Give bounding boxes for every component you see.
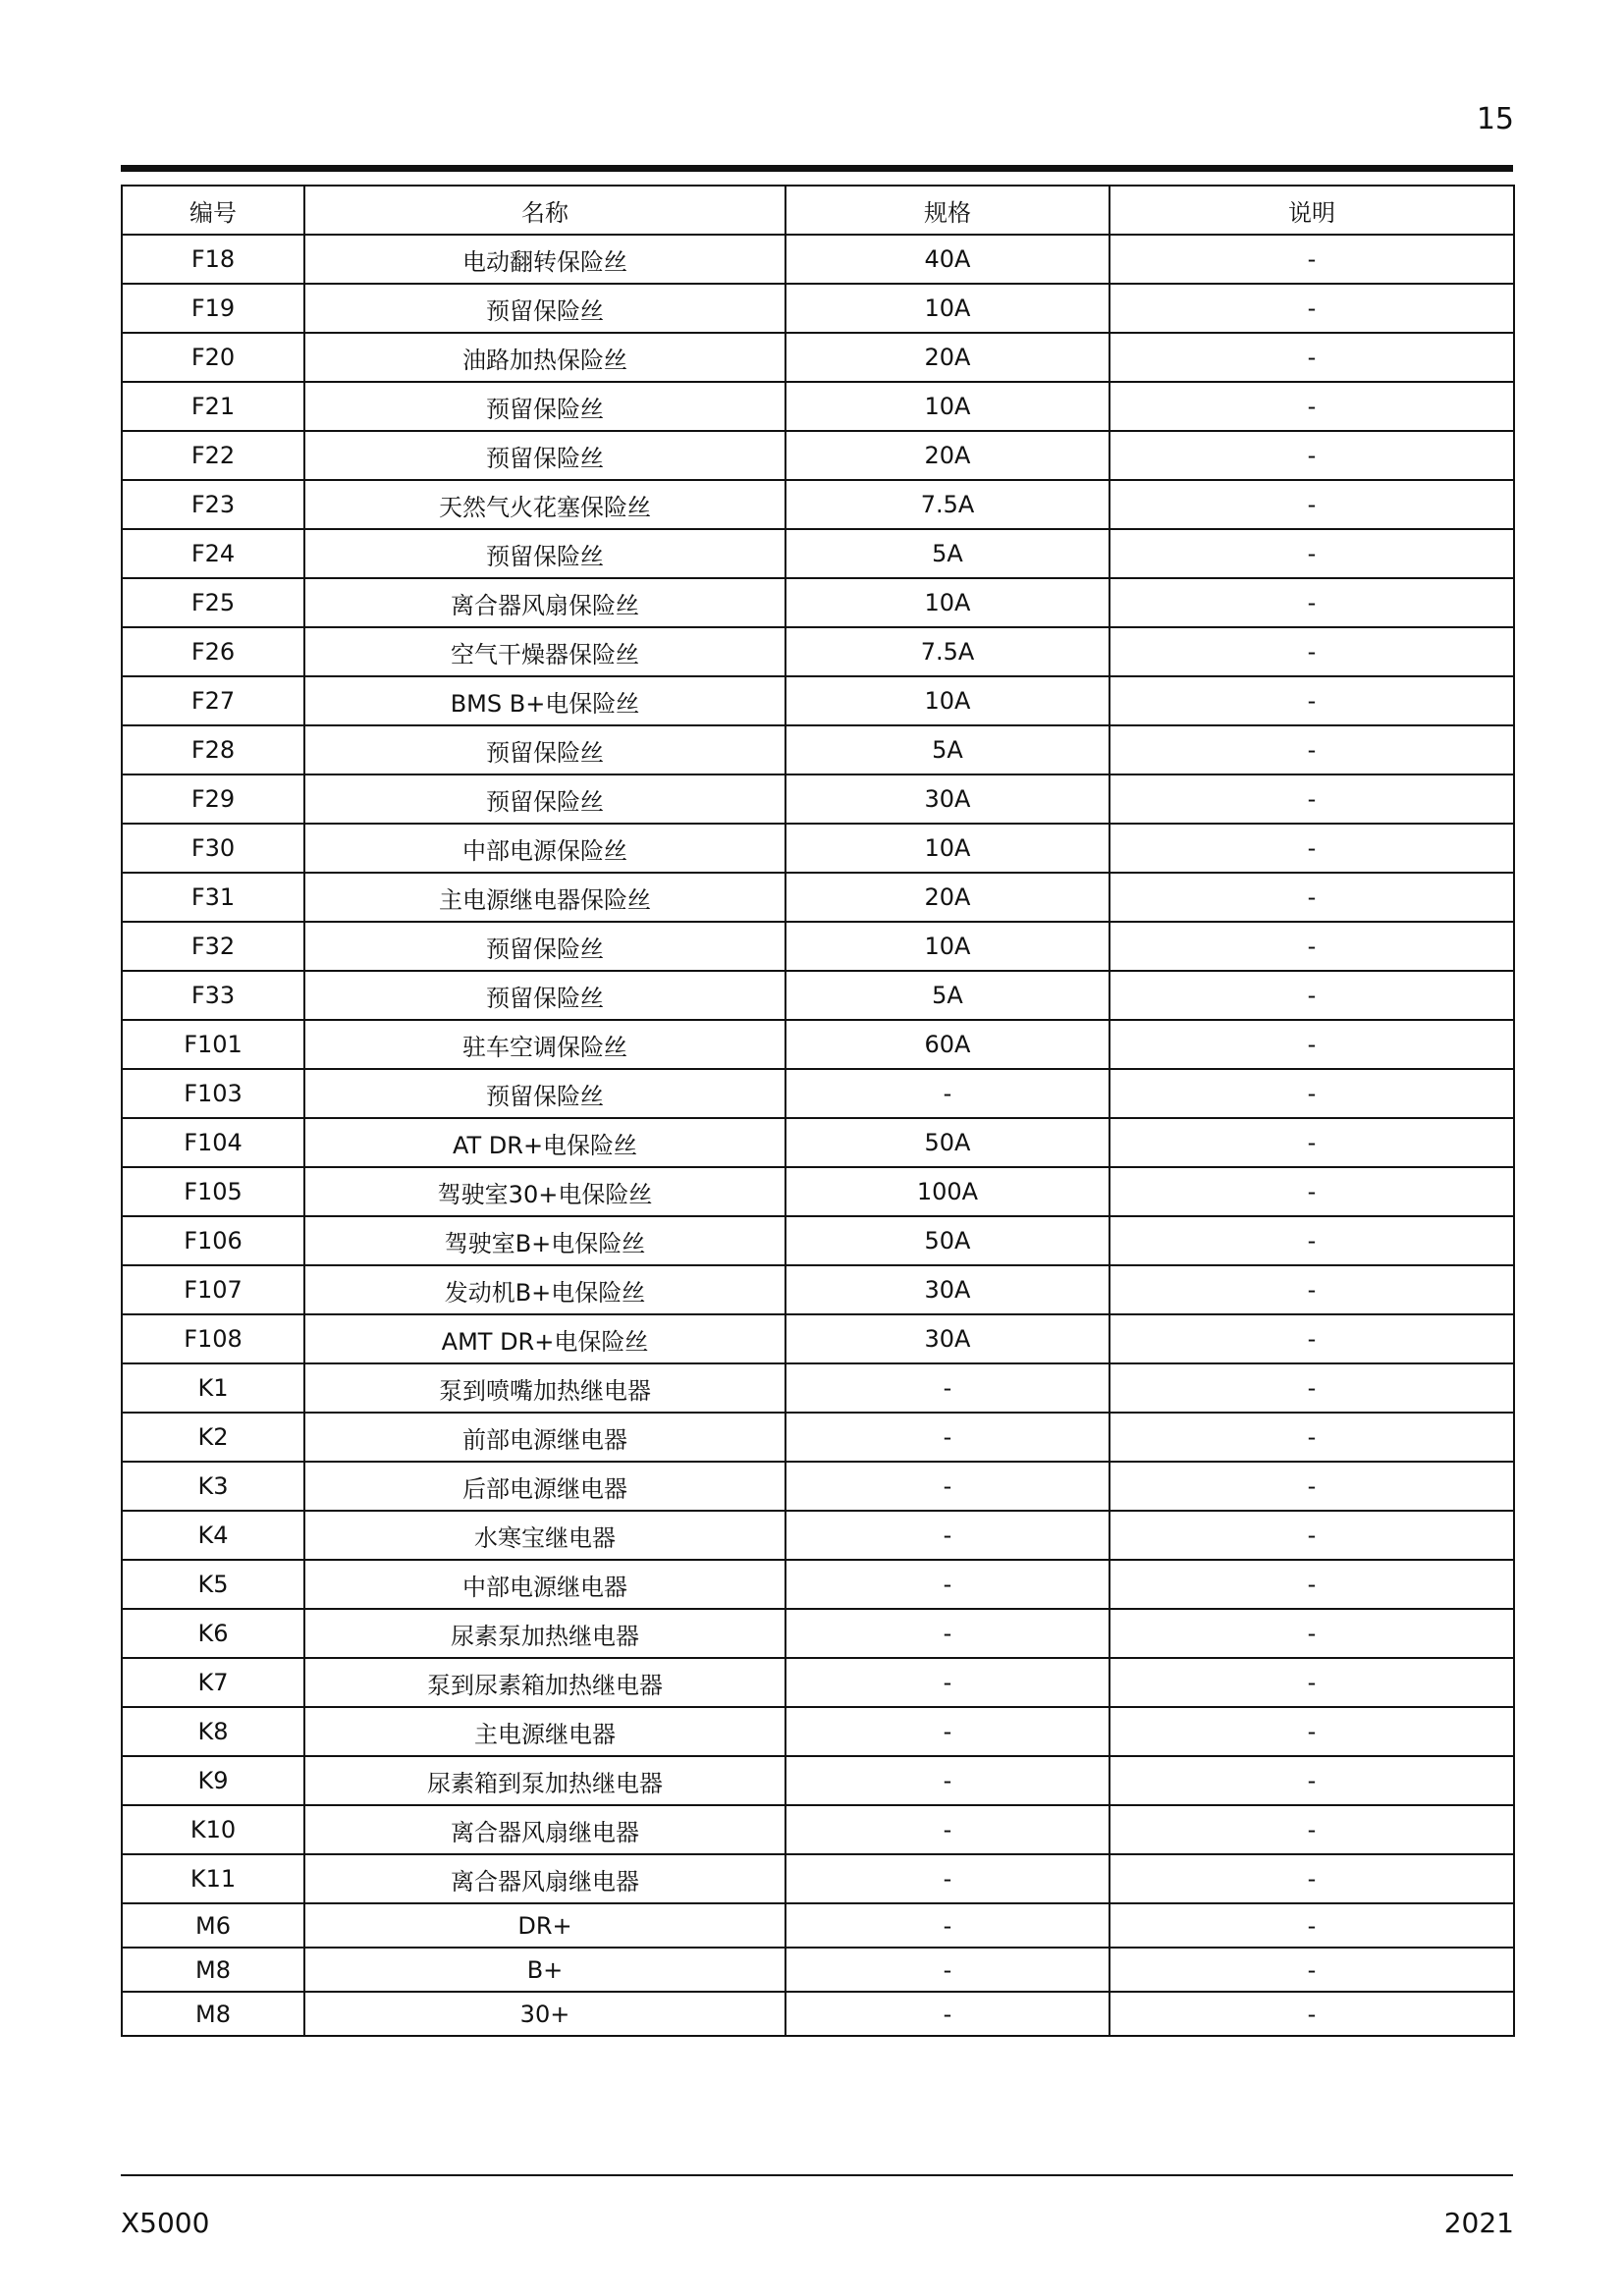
cell-notes: - [1110, 824, 1514, 873]
cell-spec: - [785, 1658, 1110, 1707]
cell-id: F19 [122, 284, 304, 333]
cell-name: 中部电源继电器 [304, 1560, 785, 1609]
table-row [122, 382, 1514, 431]
table-row [122, 922, 1514, 971]
footer-model: X5000 [121, 2207, 210, 2239]
table-row [122, 1118, 1514, 1167]
cell-id: M8 [122, 1992, 304, 2036]
cell-spec: - [785, 1805, 1110, 1854]
cell-name: BMS B+电保险丝 [304, 676, 785, 725]
cell-name: 30+ [304, 1992, 785, 2036]
cell-notes: - [1110, 1462, 1514, 1511]
cell-spec: 10A [785, 578, 1110, 627]
cell-name: 尿素泵加热继电器 [304, 1609, 785, 1658]
cell-name: B+ [304, 1948, 785, 1992]
cell-spec: - [785, 1560, 1110, 1609]
cell-name: 发动机B+电保险丝 [304, 1265, 785, 1314]
cell-id: F105 [122, 1167, 304, 1216]
table-row [122, 1462, 1514, 1511]
cell-id: K9 [122, 1756, 304, 1805]
cell-id: F107 [122, 1265, 304, 1314]
cell-name: 预留保险丝 [304, 529, 785, 578]
cell-spec: - [785, 1413, 1110, 1462]
cell-spec: 60A [785, 1020, 1110, 1069]
cell-spec: 20A [785, 873, 1110, 922]
cell-spec: 30A [785, 774, 1110, 824]
cell-spec: - [785, 1363, 1110, 1413]
cell-notes: - [1110, 1118, 1514, 1167]
cell-name: 前部电源继电器 [304, 1413, 785, 1462]
cell-name: 水寒宝继电器 [304, 1511, 785, 1560]
column-header-id: 编号 [122, 186, 304, 235]
cell-spec: - [785, 1903, 1110, 1948]
table-row [122, 1069, 1514, 1118]
table-row [122, 1903, 1514, 1948]
cell-spec: 5A [785, 725, 1110, 774]
cell-id: K8 [122, 1707, 304, 1756]
cell-name: 预留保险丝 [304, 1069, 785, 1118]
cell-name: 天然气火花塞保险丝 [304, 480, 785, 529]
cell-name: 离合器风扇继电器 [304, 1805, 785, 1854]
table-row [122, 333, 1514, 382]
cell-id: F103 [122, 1069, 304, 1118]
table-row [122, 431, 1514, 480]
cell-name: 电动翻转保险丝 [304, 235, 785, 284]
table-row [122, 873, 1514, 922]
cell-notes: - [1110, 1020, 1514, 1069]
cell-notes: - [1110, 873, 1514, 922]
cell-spec: 5A [785, 971, 1110, 1020]
cell-name: 预留保险丝 [304, 284, 785, 333]
cell-spec: 30A [785, 1314, 1110, 1363]
cell-id: K11 [122, 1854, 304, 1903]
table-row [122, 1992, 1514, 2036]
cell-spec: 30A [785, 1265, 1110, 1314]
table-row [122, 1413, 1514, 1462]
cell-spec: 5A [785, 529, 1110, 578]
cell-name: 离合器风扇继电器 [304, 1854, 785, 1903]
page-number: 15 [1476, 102, 1514, 136]
cell-id: K4 [122, 1511, 304, 1560]
table-row [122, 1948, 1514, 1992]
table-body [122, 235, 1514, 2036]
cell-id: F108 [122, 1314, 304, 1363]
cell-id: K6 [122, 1609, 304, 1658]
table-row [122, 1609, 1514, 1658]
cell-name: 离合器风扇保险丝 [304, 578, 785, 627]
cell-spec: 7.5A [785, 480, 1110, 529]
cell-id: F106 [122, 1216, 304, 1265]
cell-notes: - [1110, 676, 1514, 725]
table-row [122, 235, 1514, 284]
table-row [122, 1363, 1514, 1413]
cell-spec: 10A [785, 824, 1110, 873]
cell-notes: - [1110, 1413, 1514, 1462]
cell-spec: 40A [785, 235, 1110, 284]
cell-name: 尿素箱到泵加热继电器 [304, 1756, 785, 1805]
cell-id: F29 [122, 774, 304, 824]
cell-id: K2 [122, 1413, 304, 1462]
column-header-name: 名称 [304, 186, 785, 235]
table-row [122, 1658, 1514, 1707]
cell-notes: - [1110, 1805, 1514, 1854]
table-row [122, 1167, 1514, 1216]
cell-notes: - [1110, 1609, 1514, 1658]
cell-spec: - [785, 1462, 1110, 1511]
table-row [122, 1511, 1514, 1560]
cell-spec: - [785, 1609, 1110, 1658]
table-row [122, 578, 1514, 627]
cell-name: 预留保险丝 [304, 382, 785, 431]
cell-notes: - [1110, 529, 1514, 578]
cell-name: 驻车空调保险丝 [304, 1020, 785, 1069]
table-row [122, 1756, 1514, 1805]
cell-spec: - [785, 1707, 1110, 1756]
cell-notes: - [1110, 1903, 1514, 1948]
cell-id: F24 [122, 529, 304, 578]
table-row [122, 1216, 1514, 1265]
cell-id: F21 [122, 382, 304, 431]
cell-notes: - [1110, 774, 1514, 824]
cell-notes: - [1110, 627, 1514, 676]
cell-name: 预留保险丝 [304, 774, 785, 824]
cell-spec: - [785, 1069, 1110, 1118]
cell-id: F28 [122, 725, 304, 774]
cell-id: F101 [122, 1020, 304, 1069]
table-row [122, 627, 1514, 676]
cell-name: 预留保险丝 [304, 971, 785, 1020]
cell-name: 中部电源保险丝 [304, 824, 785, 873]
footer-year: 2021 [1443, 2207, 1514, 2239]
cell-notes: - [1110, 1265, 1514, 1314]
cell-notes: - [1110, 235, 1514, 284]
cell-spec: 10A [785, 922, 1110, 971]
cell-notes: - [1110, 1756, 1514, 1805]
table-header-row [122, 186, 1514, 235]
cell-notes: - [1110, 1363, 1514, 1413]
cell-spec: 20A [785, 431, 1110, 480]
cell-id: F30 [122, 824, 304, 873]
table-row [122, 480, 1514, 529]
cell-notes: - [1110, 971, 1514, 1020]
cell-name: 主电源继电器 [304, 1707, 785, 1756]
footer-rule [121, 2174, 1513, 2176]
cell-spec: - [785, 1948, 1110, 1992]
cell-notes: - [1110, 1167, 1514, 1216]
cell-notes: - [1110, 480, 1514, 529]
fuse-relay-table [121, 185, 1515, 2037]
cell-id: F104 [122, 1118, 304, 1167]
cell-id: F31 [122, 873, 304, 922]
table-row [122, 1020, 1514, 1069]
cell-id: M6 [122, 1903, 304, 1948]
cell-notes: - [1110, 284, 1514, 333]
cell-id: F18 [122, 235, 304, 284]
cell-name: DR+ [304, 1903, 785, 1948]
cell-name: AMT DR+电保险丝 [304, 1314, 785, 1363]
cell-name: 后部电源继电器 [304, 1462, 785, 1511]
cell-spec: - [785, 1854, 1110, 1903]
cell-name: 泵到喷嘴加热继电器 [304, 1363, 785, 1413]
cell-notes: - [1110, 1707, 1514, 1756]
cell-notes: - [1110, 1948, 1514, 1992]
cell-id: K5 [122, 1560, 304, 1609]
cell-id: F23 [122, 480, 304, 529]
cell-notes: - [1110, 431, 1514, 480]
cell-name: 空气干燥器保险丝 [304, 627, 785, 676]
cell-name: 驾驶室B+电保险丝 [304, 1216, 785, 1265]
table-row [122, 1265, 1514, 1314]
table-row [122, 1314, 1514, 1363]
table-row [122, 284, 1514, 333]
table-row [122, 725, 1514, 774]
table-row [122, 1560, 1514, 1609]
table-row [122, 676, 1514, 725]
table-row [122, 1805, 1514, 1854]
cell-notes: - [1110, 725, 1514, 774]
cell-notes: - [1110, 1314, 1514, 1363]
cell-name: 驾驶室30+电保险丝 [304, 1167, 785, 1216]
cell-name: 预留保险丝 [304, 922, 785, 971]
table-row [122, 1707, 1514, 1756]
header-rule [121, 165, 1513, 172]
cell-name: 预留保险丝 [304, 431, 785, 480]
cell-notes: - [1110, 578, 1514, 627]
cell-notes: - [1110, 1511, 1514, 1560]
cell-id: K7 [122, 1658, 304, 1707]
cell-name: 油路加热保险丝 [304, 333, 785, 382]
table-row [122, 1854, 1514, 1903]
cell-notes: - [1110, 1992, 1514, 2036]
cell-spec: 10A [785, 676, 1110, 725]
table-row [122, 774, 1514, 824]
cell-notes: - [1110, 382, 1514, 431]
cell-spec: - [785, 1511, 1110, 1560]
cell-notes: - [1110, 333, 1514, 382]
column-header-notes: 说明 [1110, 186, 1514, 235]
cell-notes: - [1110, 1069, 1514, 1118]
cell-id: F22 [122, 431, 304, 480]
cell-id: K10 [122, 1805, 304, 1854]
cell-spec: 50A [785, 1118, 1110, 1167]
table-row [122, 529, 1514, 578]
cell-name: AT DR+电保险丝 [304, 1118, 785, 1167]
cell-spec: 100A [785, 1167, 1110, 1216]
cell-spec: - [785, 1756, 1110, 1805]
cell-id: F26 [122, 627, 304, 676]
cell-spec: 50A [785, 1216, 1110, 1265]
cell-id: K3 [122, 1462, 304, 1511]
cell-id: M8 [122, 1948, 304, 1992]
cell-notes: - [1110, 1658, 1514, 1707]
cell-spec: 20A [785, 333, 1110, 382]
cell-name: 主电源继电器保险丝 [304, 873, 785, 922]
cell-id: F27 [122, 676, 304, 725]
cell-notes: - [1110, 1560, 1514, 1609]
table-row [122, 824, 1514, 873]
cell-spec: 10A [785, 284, 1110, 333]
table-row [122, 971, 1514, 1020]
cell-id: F20 [122, 333, 304, 382]
cell-spec: 7.5A [785, 627, 1110, 676]
cell-id: K1 [122, 1363, 304, 1413]
cell-name: 泵到尿素箱加热继电器 [304, 1658, 785, 1707]
cell-id: F33 [122, 971, 304, 1020]
cell-notes: - [1110, 922, 1514, 971]
cell-id: F25 [122, 578, 304, 627]
cell-spec: - [785, 1992, 1110, 2036]
cell-name: 预留保险丝 [304, 725, 785, 774]
cell-notes: - [1110, 1854, 1514, 1903]
cell-id: F32 [122, 922, 304, 971]
column-header-spec: 规格 [785, 186, 1110, 235]
cell-notes: - [1110, 1216, 1514, 1265]
cell-spec: 10A [785, 382, 1110, 431]
